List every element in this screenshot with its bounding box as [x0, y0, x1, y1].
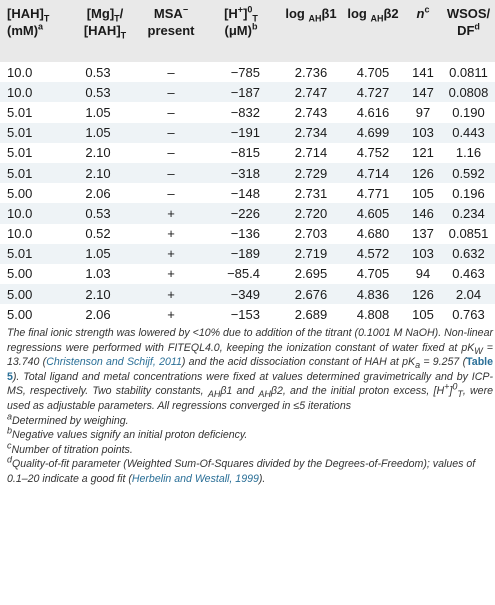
table-cell: –	[167, 185, 175, 201]
table-cell: −189	[230, 246, 260, 262]
table-cell: 2.729	[294, 165, 328, 181]
table-cell: 2.734	[294, 125, 328, 141]
table-cell: 4.605	[356, 205, 390, 221]
table-cell: –	[167, 84, 175, 100]
table-cell: −318	[230, 165, 260, 181]
table-footnotes	[7, 326, 493, 487]
table-cell: 10.0	[7, 226, 33, 242]
table-cell: 2.736	[294, 64, 328, 80]
table-cell: 1.05	[85, 104, 111, 120]
table-cell: 0.53	[85, 84, 111, 100]
table-cell: 0.53	[85, 205, 111, 221]
table-cell: 0.443	[452, 125, 485, 141]
table-cell: 4.680	[356, 226, 390, 242]
table-cell: −191	[230, 125, 260, 141]
table-cell: 2.720	[294, 205, 328, 221]
table-cell: −85.4	[227, 266, 260, 282]
table-cell: –	[167, 64, 175, 80]
table-cell: 5.01	[7, 125, 33, 141]
table-cell: +	[167, 226, 175, 242]
table-cell: 2.743	[294, 104, 328, 120]
footnote-b: $^b$Negative values signify an initial proton deficiency.	[7, 425, 248, 442]
table-cell: 2.747	[294, 84, 328, 100]
table-cell: 137	[412, 226, 434, 242]
table-cell: 4.572	[356, 246, 390, 262]
table-cell: 4.699	[356, 125, 390, 141]
table-cell: 146	[412, 205, 434, 221]
table-cell: 2.695	[294, 266, 328, 282]
table-cell: 5.00	[7, 286, 33, 302]
table-cell: 5.01	[7, 165, 33, 181]
header-proton-excess: $[H^+]^0_T$ $(\mu M)^b$	[224, 4, 258, 38]
table-cell: 4.705	[356, 266, 390, 282]
header-n-points: $n^c$	[416, 4, 430, 21]
table-cell: 4.752	[356, 145, 390, 161]
table-cell: 10.0	[7, 84, 33, 100]
table-cell: 2.10	[85, 165, 111, 181]
table-row	[0, 62, 495, 82]
table-cell: 5.00	[7, 306, 33, 322]
table-cell: 0.763	[452, 306, 485, 322]
table-row	[0, 264, 495, 284]
table-cell: 0.234	[452, 205, 485, 221]
table-cell: −226	[230, 205, 260, 221]
table-cell: +	[167, 286, 175, 302]
table-row	[0, 304, 495, 324]
table-cell: 5.00	[7, 266, 33, 282]
table-cell: 103	[412, 125, 434, 141]
table-cell: 1.16	[455, 145, 482, 161]
table-cell: 94	[415, 266, 431, 282]
table-cell: 1.03	[85, 266, 111, 282]
table-header	[0, 0, 495, 62]
table-cell: +	[167, 205, 175, 221]
table-cell: 0.196	[452, 185, 485, 201]
table-cell: 0.0808	[448, 84, 489, 100]
table-cell: 147	[412, 84, 434, 100]
table-cell: 2.731	[294, 185, 328, 201]
table-cell: 2.04	[455, 286, 482, 302]
table-cell: 141	[412, 64, 434, 80]
table-cell: −187	[230, 84, 260, 100]
table-cell: 4.836	[356, 286, 390, 302]
table-cell: −832	[230, 104, 260, 120]
table-cell: 4.808	[356, 306, 390, 322]
table-cell: 0.463	[452, 266, 485, 282]
table-cell: 4.705	[356, 64, 390, 80]
table-cell: 0.52	[85, 226, 111, 242]
table-cell: 5.01	[7, 104, 33, 120]
table-cell: 2.10	[85, 286, 111, 302]
table-row	[0, 143, 495, 163]
table-cell: 4.616	[356, 104, 390, 120]
footnote-a: $^a$Determined by weighing.	[7, 411, 129, 427]
table-cell: −785	[230, 64, 260, 80]
table-cell: 10.0	[7, 205, 33, 221]
table-cell: 2.676	[294, 286, 328, 302]
header-log-beta2: log $_{AH}$β2	[347, 6, 399, 24]
table-cell: 2.689	[294, 306, 328, 322]
table-cell: −815	[230, 145, 260, 161]
table-row	[0, 244, 495, 264]
header-mg-ratio: $[Mg]_T/$ $[HAH]_T$	[83, 6, 127, 41]
table-cell: 4.727	[356, 84, 390, 100]
table-cell: +	[167, 306, 175, 322]
table-cell: 1.05	[85, 125, 111, 141]
table-cell: 97	[415, 104, 431, 120]
table-cell: –	[167, 145, 175, 161]
reference-link[interactable]: Christenson and Schijf, 2011	[46, 356, 182, 369]
table-row	[0, 82, 495, 102]
table-cell: +	[167, 266, 175, 282]
table-cell: 121	[412, 145, 434, 161]
table-cell: 0.0811	[449, 64, 488, 80]
table-cell: 0.53	[85, 64, 111, 80]
table-cell: 5.01	[7, 145, 33, 161]
table-row	[0, 163, 495, 183]
table-cell: +	[167, 246, 175, 262]
reference-link[interactable]: Herbelin and Westall, 1999	[131, 472, 259, 485]
table-cell: 2.714	[294, 145, 328, 161]
table-cell: 0.632	[452, 246, 485, 262]
table-cell: 2.719	[294, 246, 328, 262]
table-cell: 0.190	[452, 104, 485, 120]
footnote-d: $^d$Quality-of-fit parameter (Weighted Sum-Of-Squares divided by the Degrees-of-Freedom); values of 0.1–20 indicate a good fit (Herbelin and Westall, 1999).	[7, 454, 476, 485]
table-row	[0, 102, 495, 122]
header-msa-present: MSA− present	[147, 4, 195, 38]
header-hah-total: $[HAH]_T$ (mM)$^a$	[7, 6, 50, 38]
table-link[interactable]: Table 5	[7, 356, 494, 383]
table-cell: –	[167, 125, 175, 141]
table-cell: 2.06	[85, 185, 111, 201]
table-cell: 5.00	[7, 185, 33, 201]
table-cell: −148	[230, 185, 260, 201]
table-cell: 4.771	[356, 185, 390, 201]
table-cell: 105	[412, 306, 434, 322]
table-cell: –	[167, 165, 175, 181]
table-row	[0, 284, 495, 304]
footnote-c: $^c$Number of titration points.	[7, 440, 133, 456]
table-cell: –	[167, 104, 175, 120]
footnote-main: The final ionic strength was lowered by <10% due to addition of the titrant (0.1001 M NaOH). Non-linear regressions were performed with FITEQL4.0, keeping the ionization constant of water fixed at $pK_W = 13.740$ (Christenson and Schijf, 2011) and the acid dissociation constant of HAH at $pK_a = 9.257$ (Table 5). Total ligand and metal concentrations were fixed at values determined gravimetrically and by ICP-MS, respectively. Two stability constants, $_{AH}$β1 and $_{AH}$β2, and the initial proton excess, $[H^+]^0_T$, were used as adjustable parameters. All regressions converged in ≤5 iterations	[7, 327, 494, 412]
table-cell: 105	[412, 185, 434, 201]
table-row	[0, 183, 495, 203]
table-cell: 10.0	[7, 64, 33, 80]
table-cell: 2.10	[85, 145, 111, 161]
table-cell: −153	[230, 306, 260, 322]
table-cell: 2.06	[85, 306, 111, 322]
table-cell: 5.01	[7, 246, 33, 262]
table-cell: 2.703	[294, 226, 328, 242]
table-row	[0, 203, 495, 223]
table-cell: 1.05	[85, 246, 111, 262]
table-body	[0, 62, 495, 324]
header-wsos-df: WSOS/ $DF^d$	[446, 6, 491, 38]
table-cell: 4.714	[356, 165, 390, 181]
table-cell: −349	[230, 286, 260, 302]
table-cell: 126	[412, 165, 434, 181]
table-cell: 126	[412, 286, 434, 302]
table-row	[0, 224, 495, 244]
table-cell: 103	[412, 246, 434, 262]
header-log-beta1: log $_{AH}$β1	[285, 6, 337, 24]
table-cell: 0.0851	[448, 226, 489, 242]
table-cell: −136	[230, 226, 260, 242]
table-row	[0, 123, 495, 143]
table-cell: 0.592	[452, 165, 485, 181]
